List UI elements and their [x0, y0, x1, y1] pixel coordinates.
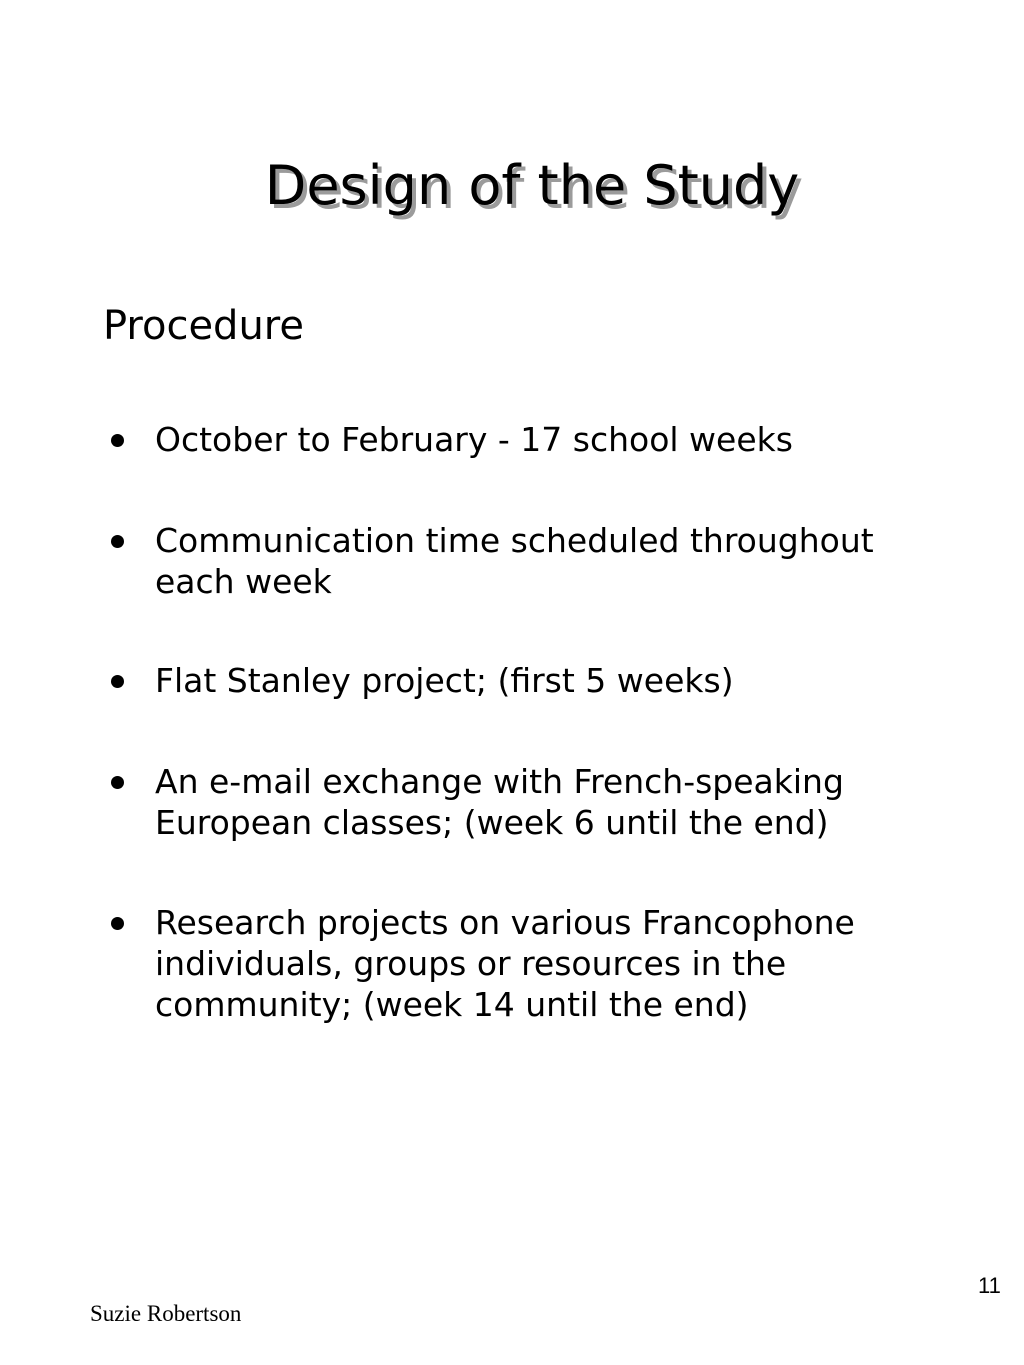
- bullet-text: Research projects on various Francophone individuals, groups or resources in the community; (week 14 until the end): [155, 903, 855, 1024]
- bullet-icon: [111, 434, 124, 447]
- bullet-text: Communication time scheduled throughout each week: [155, 521, 874, 601]
- bullet-icon: [111, 535, 124, 548]
- page-number: 11: [978, 1273, 1001, 1298]
- section-heading: Procedure: [103, 303, 304, 349]
- bullet-text: An e-mail exchange with French-speaking European classes; (week 6 until the end): [155, 762, 844, 842]
- bullet-icon: [111, 675, 124, 688]
- footer-author: Suzie Robertson: [90, 1301, 242, 1326]
- bullet-text: Flat Stanley project; (first 5 weeks): [155, 661, 734, 700]
- bullet-icon: [111, 776, 124, 789]
- bullet-icon: [111, 917, 124, 930]
- bullet-text: October to February - 17 school weeks: [155, 420, 793, 459]
- slide-title: Design of the Study: [264, 154, 800, 217]
